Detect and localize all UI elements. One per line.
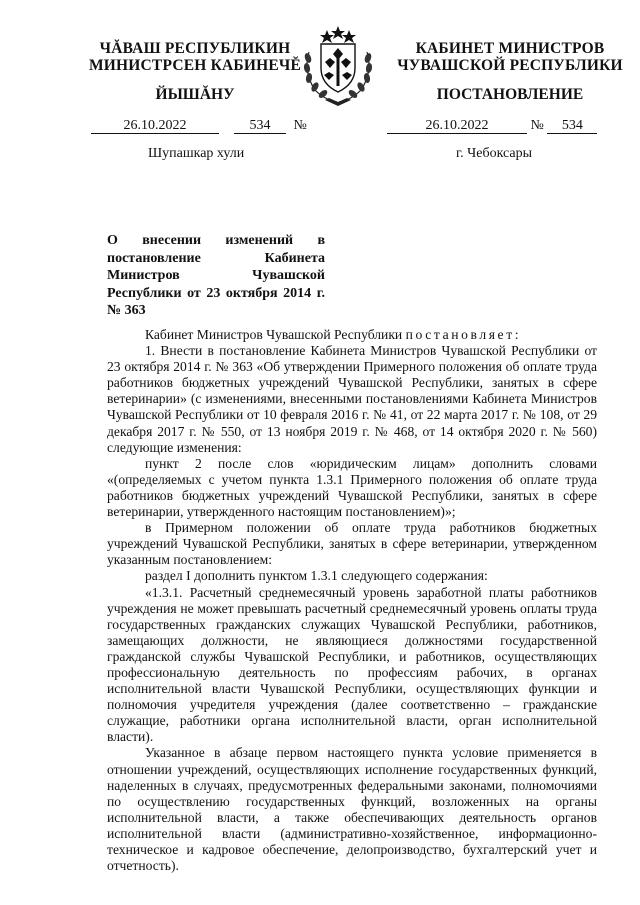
doc-type-right: ПОСТАНОВЛЕНИЕ <box>436 86 584 103</box>
place-right: г. Чебоксары <box>456 146 533 161</box>
doc-type-left: ЙЫШĂНУ <box>155 86 235 103</box>
place-left: Шупашкар хули <box>148 146 245 161</box>
doc-date-number-right <box>387 118 597 134</box>
paragraph-2: пункт 2 после слов «юридическим лицам» дополнить словами «(определяемых с учетом пункта 1.3.1 Примерного положения об оплате труда работников бюджетных учреждений Чувашской Республики, занятых в сфере ветеринарии, утвержденного настоящим постановлением)»; <box>107 455 597 520</box>
num-sign-left: № <box>293 118 307 133</box>
paragraph-1: 1. Внести в постановление Кабинета Министров Чувашской Республики от 23 октября 2014 г. № 363 «Об утверждении Примерного положения об оплате труда работников бюджетных учреждений Чувашской Республики, занятых в сфере ветеринарии» (с изменениями, внесенными постановлениями Кабинета Министров Чувашской Республики от 10 февраля 2016 г. № 41, от 22 марта 2017 г. № 108, от 29 декабря 2017 г. № 550, от 13 ноября 2019 г. № 468, от 14 октября 2020 г. № 560) следующие изменения: <box>107 343 597 455</box>
number-right: 534 <box>547 119 597 134</box>
paragraph-5: «1.3.1. Расчетный среднемесячный уровень заработной платы работников учреждения не может превышать расчетный среднемесячный уровень оплаты труда государственных гражданских служащих Чувашской Республики, работников, замещающих должности, не являющиеся должностями государственной гражданской службы Чувашской Республики, и работников, осуществляющих профессиональную деятельность по профессиям рабочих, в органах исполнительной власти Чувашской Республики, осуществляющих функции и полномочия учредителя учреждения (далее соответственно – гражданские служащие, работники органа исполнительной власти, орган исполнительной власти). <box>107 584 597 745</box>
doc-date-number-left <box>91 118 307 134</box>
document-body <box>107 327 597 874</box>
number-left: 534 <box>234 119 286 134</box>
date-right: 26.10.2022 <box>387 119 527 134</box>
header-right-line2: ЧУВАШСКОЙ РЕСПУБЛИКИ <box>397 57 623 74</box>
preamble-text: Кабинет Министров Чувашской Республики <box>145 327 403 342</box>
preamble <box>107 327 597 343</box>
paragraph-6: Указанное в абзаце первом настоящего пункта условие применяется в отношении учреждений, осуществляющих исполнение государственных функций, наделенных в случаях, предусмотренных федеральными законами, полномочиями по осуществлению государственных функций, возложенных на органы исполнительной власти, а также обеспечивающих деятельность органов исполнительной власти (административно-хозяйственное, информационно-техническое и кадровое обеспечение, делопроизводство, бухгалтерский учет и отчетность). <box>107 745 597 874</box>
header-right-line1: КАБИНЕТ МИНИСТРОВ <box>415 40 605 57</box>
header-left-line2: МИНИСТРСЕН КАБИНЕЧĔ <box>88 57 302 74</box>
header-left-line1: ЧĂВАШ РЕСПУБЛИКИН <box>99 40 291 57</box>
coat-of-arms-icon <box>297 22 379 108</box>
header-right <box>395 40 625 74</box>
paragraph-3: в Примерном положении об оплате труда работников бюджетных учреждений Чувашской Республики, занятых в сфере ветеринарии, утвержденном указанным постановлением: <box>107 520 597 568</box>
num-sign-right: № <box>530 118 544 133</box>
preamble-resolves: постановляет: <box>405 327 522 342</box>
header-left <box>70 40 320 74</box>
date-left: 26.10.2022 <box>91 119 219 134</box>
paragraph-4: раздел I дополнить пунктом 1.3.1 следующего содержания: <box>145 568 488 584</box>
document-title: О внесении изменений в постановление Кабинета Министров Чувашской Республики от 23 октября 2014 г. № 363 <box>107 233 325 318</box>
